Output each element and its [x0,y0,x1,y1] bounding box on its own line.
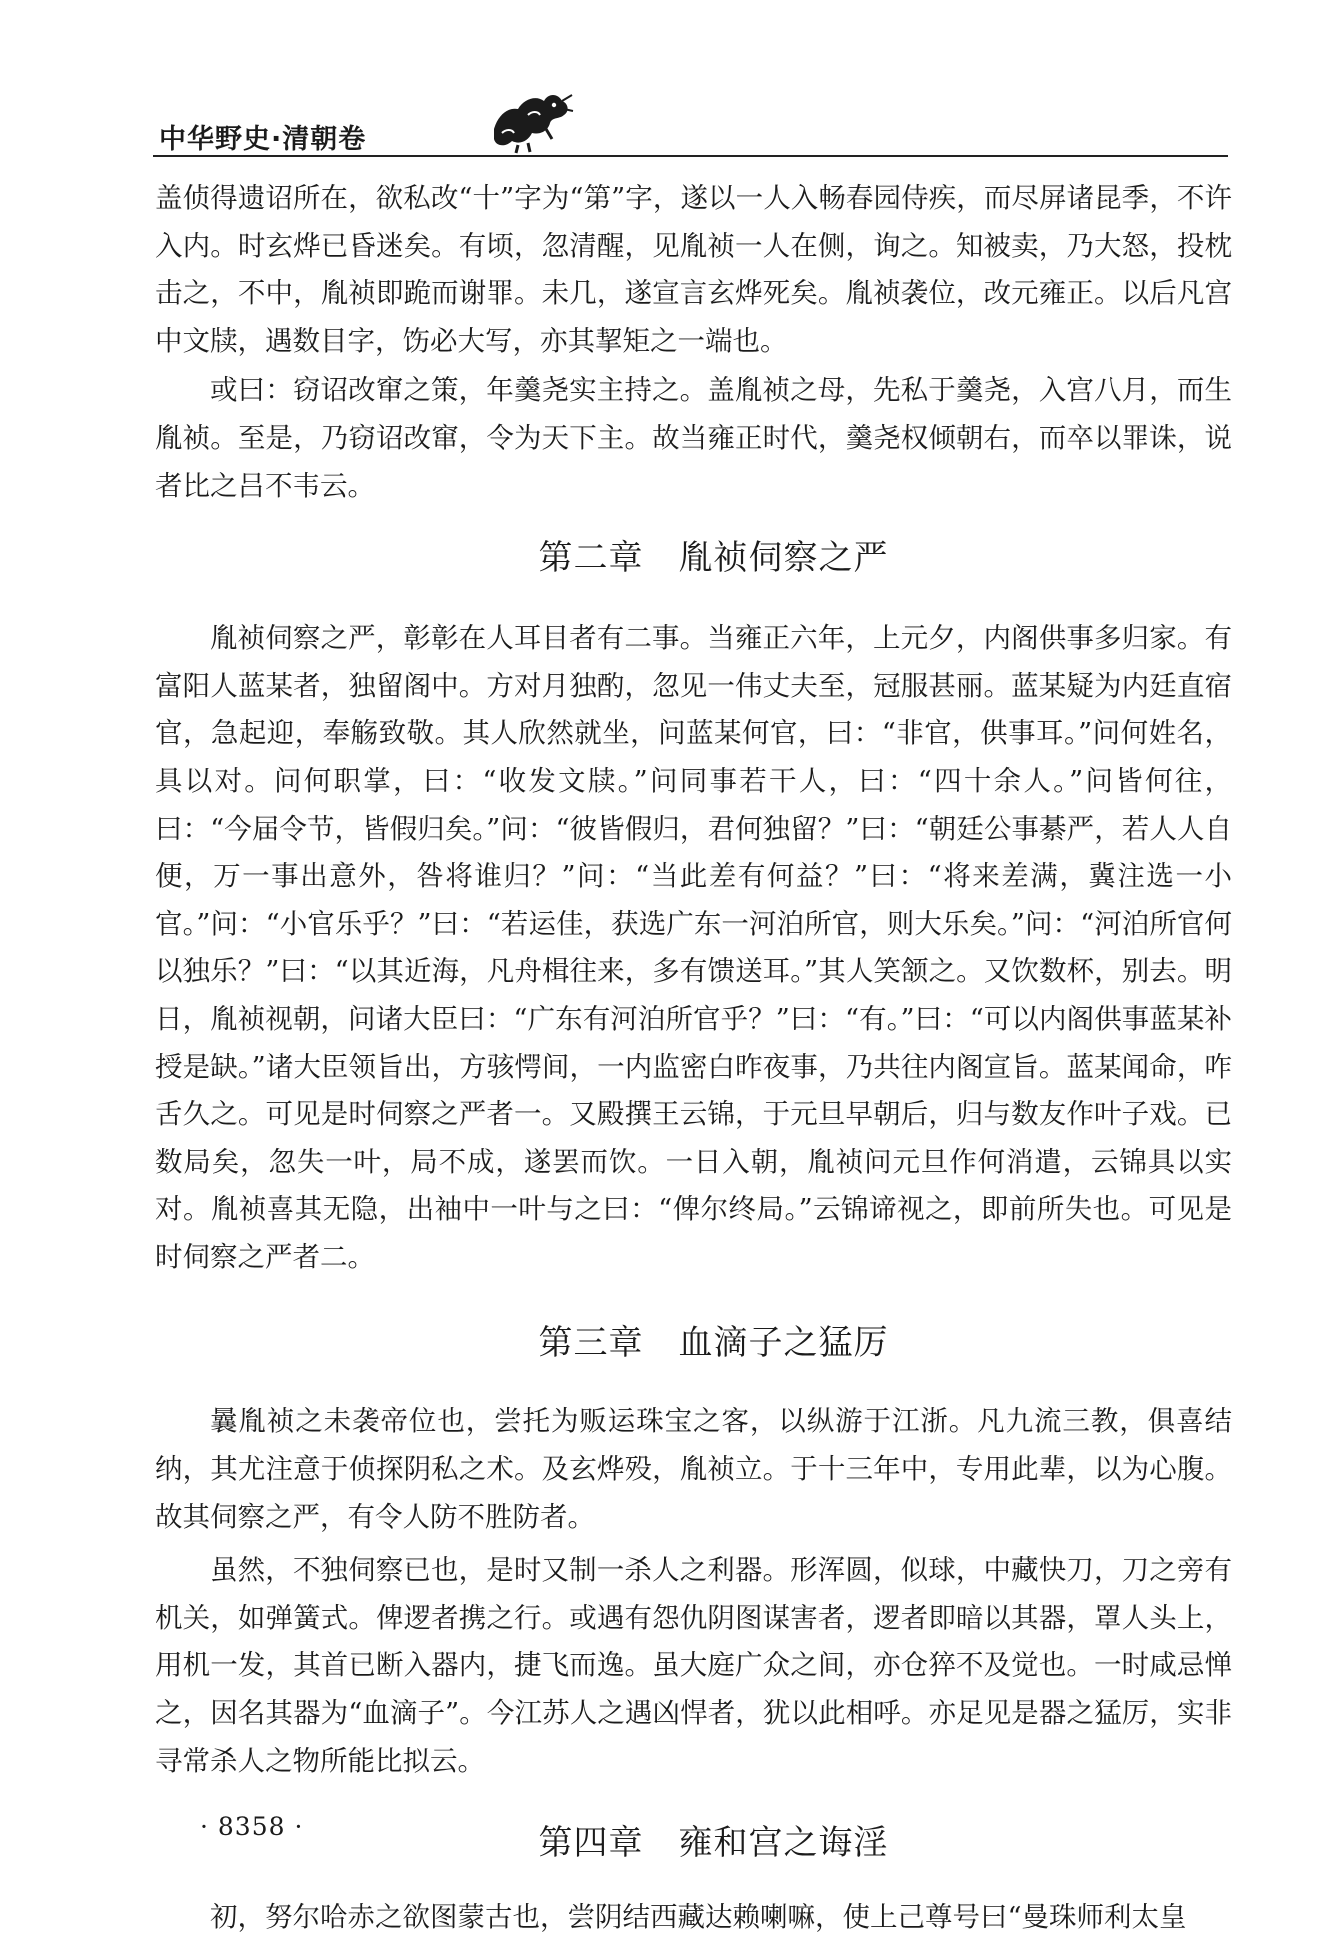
running-header [153,85,1233,157]
paragraph-5: 虽然，不独伺察已也，是时又制一杀人之利器。形浑圆，似球，中藏快刀，刀之旁有机关，如弹簧式。俾逻者携之行。或遇有怨仇阴图谋害者，逻者即暗以其器，罩人头上，用机一发，其首已断入器内，捷飞而逸。虽大庭广众之间，亦仓猝不及觉也。一时咸忌惮之，因名其器为“血滴子”。今江苏人之遇凶悍者，犹以此相呼。亦足见是器之猛厉，实非寻常杀人之物所能比拟云。 [155,1554,1232,1777]
paragraph-2: 或曰：窃诏改窜之策，年羹尧实主持之。盖胤祯之母，先私于羹尧，入宫八月，而生胤祯。至是，乃窃诏改窜，令为天下主。故当雍正时代，羹尧权倾朝右，而卒以罪诛，说者比之吕不韦云。 [155,374,1232,502]
paragraph-4: 曩胤祯之未袭帝位也，尝托为贩运珠宝之客，以纵游于江浙。凡九流三教，俱喜结纳，其尤注意于侦探阴私之术。及玄烨殁，胤祯立。于十三年中，专用此辈，以为心腹。故其伺察之严，有令人防不胜防者。 [155,1405,1232,1533]
chapter-4-title: 第四章 雍和宫之诲淫 [538,1823,889,1864]
chapter-2-title: 第二章 胤祯伺察之严 [538,538,889,579]
header-title: 中华野史·清朝卷 [159,124,367,155]
chapter-3-title: 第三章 血滴子之猛厉 [538,1323,889,1364]
header-rule [153,155,1228,157]
paragraph-3: 胤祯伺察之严，彰彰在人耳目者有二事。当雍正六年，上元夕，内阁供事多归家。有富阳人蓝某者，独留阁中。方对月独酌，忽见一伟丈夫至，冠服甚丽。蓝某疑为内廷直宿官，急起迎，奉觞致敬。其人欣然就坐，问蓝某何官，曰：“非官，供事耳。”问何姓名，具以对。问何职掌，曰：“收发文牍。”问同事若干人，曰：“四十余人。”问皆何往，曰：“今届令节，皆假归矣。”问：“彼皆假归，君何独留？”曰：“朝廷公事綦严，若人人自便，万一事出意外，咎将谁归？”问：“当此差有何益？”曰：“将来差满，冀注选一小官。”问：“小官乐乎？”曰：“若运佳，获选广东一河泊所官，则大乐矣。”问：“河泊所官何以独乐？”曰：“以其近海，凡舟楫往来，多有馈送耳。”其人笑颔之。又饮数杯，别去。明日，胤祯视朝，问诸大臣曰：“广东有河泊所官乎？”曰：“有。”曰：“可以内阁供事蓝某补授是缺。”诸大臣领旨出，方骇愕间，一内监密白昨夜事，乃共往内阁宣旨。蓝某闻命，咋舌久之。可见是时伺察之严者一。又殿撰王云锦，于元旦早朝后，归与数友作叶子戏。已数局矣，忽失一叶，局不成，遂罢而饮。一日入朝，胤祯问元旦作何消遣，云锦具以实对。胤祯喜其无隐，出袖中一叶与之曰：“俾尔终局。”云锦谛视之，即前所失也。可见是时伺察之严者二。 [155,622,1232,1273]
paragraph-1: 盖侦得遗诏所在，欲私改“十”字为“第”字，遂以一人入畅春园侍疾，而尽屏诸昆季，不许入内。时玄烨已昏迷矣。有顷，忽清醒，见胤祯一人在侧，询之。知被卖，乃大怒，投枕击之，不中，胤祯即跪而谢罪。未几，遂宣言玄烨死矣。胤祯袭位，改元雍正。以后凡宫中文牍，遇数目字，饬必大写，亦其挈矩之一端也。 [155,182,1232,357]
paragraph-6: 初，努尔哈赤之欲图蒙古也，尝阴结西藏达赖喇嘛，使上己尊号曰“曼珠师利太皇 [210,1901,1187,1934]
dragon-emblem-icon [488,89,574,155]
page-body [155,175,1232,1942]
page-number: · 8358 · [200,1812,304,1841]
